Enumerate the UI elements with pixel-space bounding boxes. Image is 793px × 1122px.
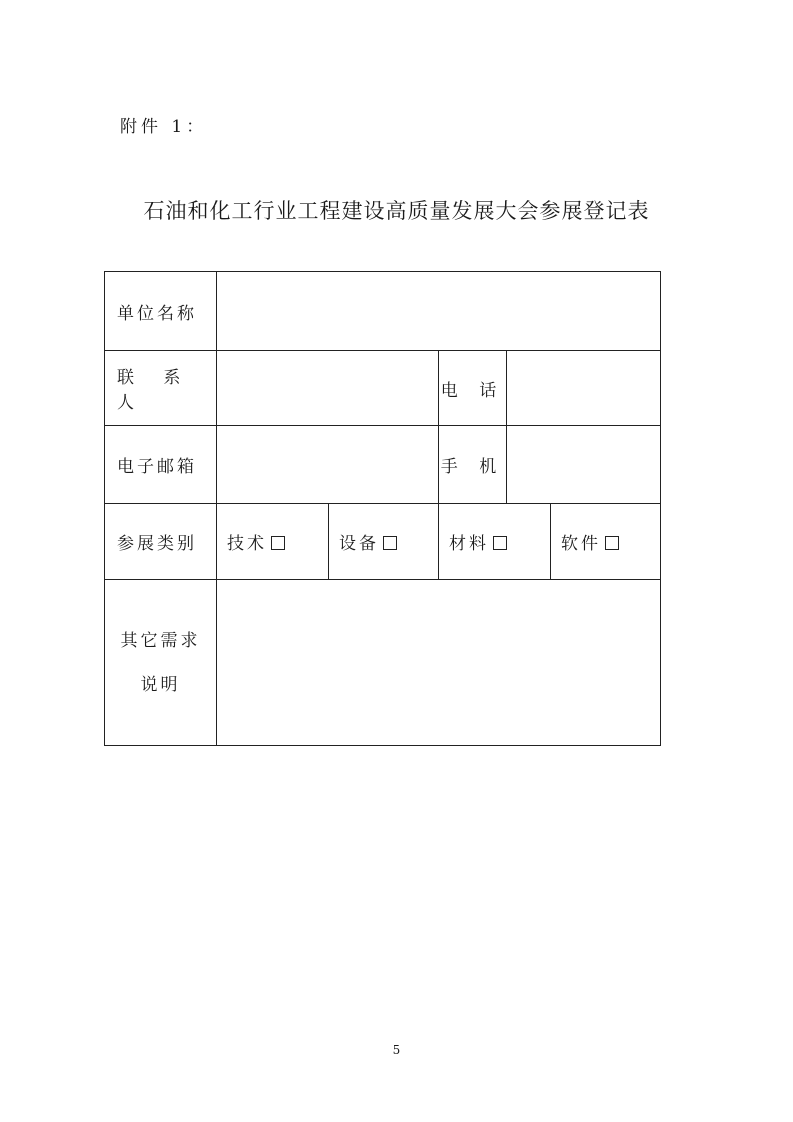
option-software[interactable] bbox=[551, 504, 661, 580]
row-contact bbox=[105, 351, 661, 426]
email-field[interactable] bbox=[217, 426, 439, 504]
email-label: 电子邮箱 bbox=[105, 426, 217, 504]
registration-form-table bbox=[104, 271, 661, 746]
checkbox-material[interactable] bbox=[493, 536, 507, 550]
mobile-field[interactable] bbox=[507, 426, 661, 504]
row-email bbox=[105, 426, 661, 504]
phone-field[interactable] bbox=[507, 351, 661, 426]
option-software-label: 软件 bbox=[561, 534, 601, 554]
option-technology-label: 技术 bbox=[227, 534, 267, 554]
phone-label: 电 话 bbox=[439, 351, 507, 426]
company-name-label: 单位名称 bbox=[105, 272, 217, 351]
category-label: 参展类别 bbox=[105, 504, 217, 580]
option-material[interactable] bbox=[439, 504, 551, 580]
notes-label-line1: 其它需求 bbox=[120, 630, 201, 651]
contact-label: 联 系 人 bbox=[105, 351, 217, 426]
row-notes bbox=[105, 580, 661, 746]
notes-field[interactable] bbox=[217, 580, 661, 746]
checkbox-equipment[interactable] bbox=[383, 536, 397, 550]
row-company-name bbox=[105, 272, 661, 351]
mobile-label: 手 机 bbox=[439, 426, 507, 504]
checkbox-software[interactable] bbox=[605, 536, 619, 550]
option-technology[interactable] bbox=[217, 504, 329, 580]
checkbox-technology[interactable] bbox=[271, 536, 285, 550]
option-material-label: 材料 bbox=[449, 534, 489, 554]
option-equipment-label: 设备 bbox=[339, 534, 379, 554]
notes-label-line2: 说明 bbox=[140, 674, 181, 695]
notes-label bbox=[105, 580, 217, 746]
contact-field[interactable] bbox=[217, 351, 439, 426]
page-number: 5 bbox=[392, 1043, 401, 1057]
row-category bbox=[105, 504, 661, 580]
page-title: 石油和化工行业工程建设高质量发展大会参展登记表 bbox=[143, 199, 650, 223]
option-equipment[interactable] bbox=[329, 504, 439, 580]
company-name-field[interactable] bbox=[217, 272, 661, 351]
attachment-label: 附件 1： bbox=[120, 117, 208, 137]
